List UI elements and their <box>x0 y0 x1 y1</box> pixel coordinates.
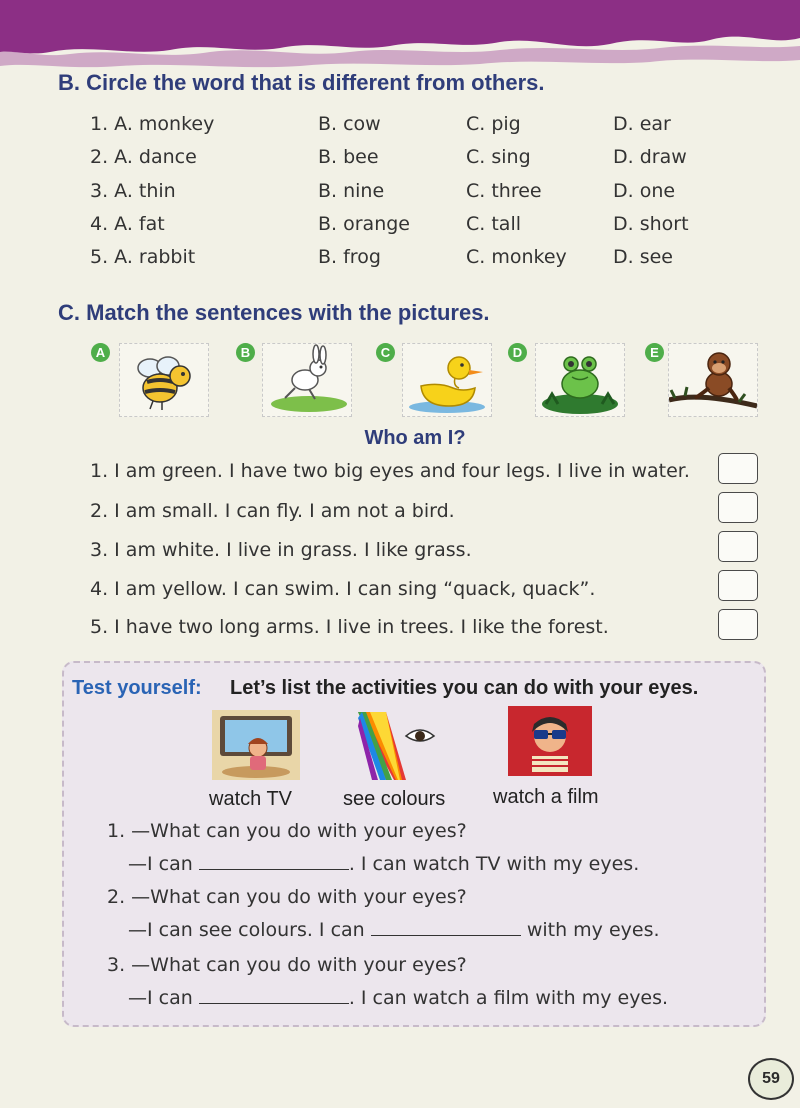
option-row5-b[interactable]: B. frog <box>318 246 381 268</box>
badge-c: C <box>376 343 395 362</box>
rabbit-icon <box>263 344 351 416</box>
frog-picture[interactable] <box>535 343 625 417</box>
caption-watch-tv: watch TV <box>209 788 292 810</box>
badge-b: B <box>236 343 255 362</box>
rainbow-eye-icon <box>356 710 436 780</box>
sentence-3: 3. I am white. I live in grass. I like grass. <box>90 539 472 561</box>
answer-box-4[interactable] <box>718 570 758 601</box>
option-row4-a[interactable]: 4. A. fat <box>90 213 165 235</box>
sentence-4: 4. I am yellow. I can swim. I can sing “quack, quack”. <box>90 578 596 600</box>
option-row2-b[interactable]: B. bee <box>318 146 379 168</box>
option-row5-a[interactable]: 5. A. rabbit <box>90 246 196 268</box>
option-row3-d[interactable]: D. one <box>613 180 676 202</box>
option-row3-c[interactable]: C. three <box>466 180 542 202</box>
option-row5-c[interactable]: C. monkey <box>466 246 567 268</box>
tv-icon <box>212 710 300 780</box>
answer-box-3[interactable] <box>718 531 758 562</box>
answer-line-3 <box>128 987 668 1009</box>
see-colours-picture <box>356 710 436 780</box>
bee-icon <box>120 344 208 416</box>
option-row4-c[interactable]: C. tall <box>466 213 521 235</box>
bee-picture[interactable] <box>119 343 209 417</box>
badge-a: A <box>91 343 110 362</box>
question-3: 3. —What can you do with your eyes? <box>107 954 467 976</box>
option-row1-b[interactable]: B. cow <box>318 113 381 135</box>
monkey-picture[interactable] <box>668 343 758 417</box>
duck-icon <box>403 344 491 416</box>
answer-box-2[interactable] <box>718 492 758 523</box>
answer-2-prefix: —I can see colours. I can <box>128 919 365 941</box>
who-am-i-heading: Who am I? <box>364 427 466 449</box>
sentence-2: 2. I am small. I can fly. I am not a bird. <box>90 500 455 522</box>
option-row3-a[interactable]: 3. A. thin <box>90 180 176 202</box>
caption-see-colours: see colours <box>343 788 446 810</box>
answer-1-blank[interactable] <box>199 868 349 870</box>
section-b-title: B. Circle the word that is different from others. <box>58 70 545 95</box>
option-row1-c[interactable]: C. pig <box>466 113 521 135</box>
answer-line-1 <box>128 853 639 875</box>
frog-icon <box>536 344 624 416</box>
option-row2-a[interactable]: 2. A. dance <box>90 146 197 168</box>
answer-3-prefix: —I can <box>128 987 193 1009</box>
sentence-1: 1. I am green. I have two big eyes and four legs. I live in water. <box>90 460 690 482</box>
badge-d: D <box>508 343 527 362</box>
test-yourself-label: Test yourself: <box>72 677 202 699</box>
answer-3-blank[interactable] <box>199 1002 349 1004</box>
answer-2-blank[interactable] <box>371 934 521 936</box>
rabbit-picture[interactable] <box>262 343 352 417</box>
option-row1-a[interactable]: 1. A. monkey <box>90 113 215 135</box>
sentence-5: 5. I have two long arms. I live in trees. I like the forest. <box>90 616 609 638</box>
question-1: 1. —What can you do with your eyes? <box>107 820 467 842</box>
caption-watch-film: watch a film <box>493 786 599 808</box>
option-row2-c[interactable]: C. sing <box>466 146 531 168</box>
test-yourself-prompt: Let’s list the activities you can do with your eyes. <box>230 677 699 699</box>
option-row1-d[interactable]: D. ear <box>613 113 671 135</box>
page-number: 59 <box>748 1058 794 1100</box>
answer-1-suffix: . I can watch TV with my eyes. <box>348 853 640 875</box>
answer-box-1[interactable] <box>718 453 758 484</box>
film-icon <box>508 706 592 776</box>
duck-picture[interactable] <box>402 343 492 417</box>
monkey-icon <box>669 344 757 416</box>
option-row4-d[interactable]: D. short <box>613 213 689 235</box>
option-row3-b[interactable]: B. nine <box>318 180 385 202</box>
answer-box-5[interactable] <box>718 609 758 640</box>
answer-line-2 <box>128 919 660 941</box>
answer-3-suffix: . I can watch a film with my eyes. <box>348 987 669 1009</box>
question-2: 2. —What can you do with your eyes? <box>107 886 467 908</box>
answer-2-suffix: with my eyes. <box>526 919 660 941</box>
section-c-title: C. Match the sentences with the pictures. <box>58 300 490 325</box>
option-row5-d[interactable]: D. see <box>613 246 673 268</box>
header-band <box>0 0 800 70</box>
option-row2-d[interactable]: D. draw <box>613 146 687 168</box>
watch-tv-picture <box>212 710 300 780</box>
answer-1-prefix: —I can <box>128 853 193 875</box>
watch-film-picture <box>508 706 592 776</box>
option-row4-b[interactable]: B. orange <box>318 213 410 235</box>
badge-e: E <box>645 343 664 362</box>
